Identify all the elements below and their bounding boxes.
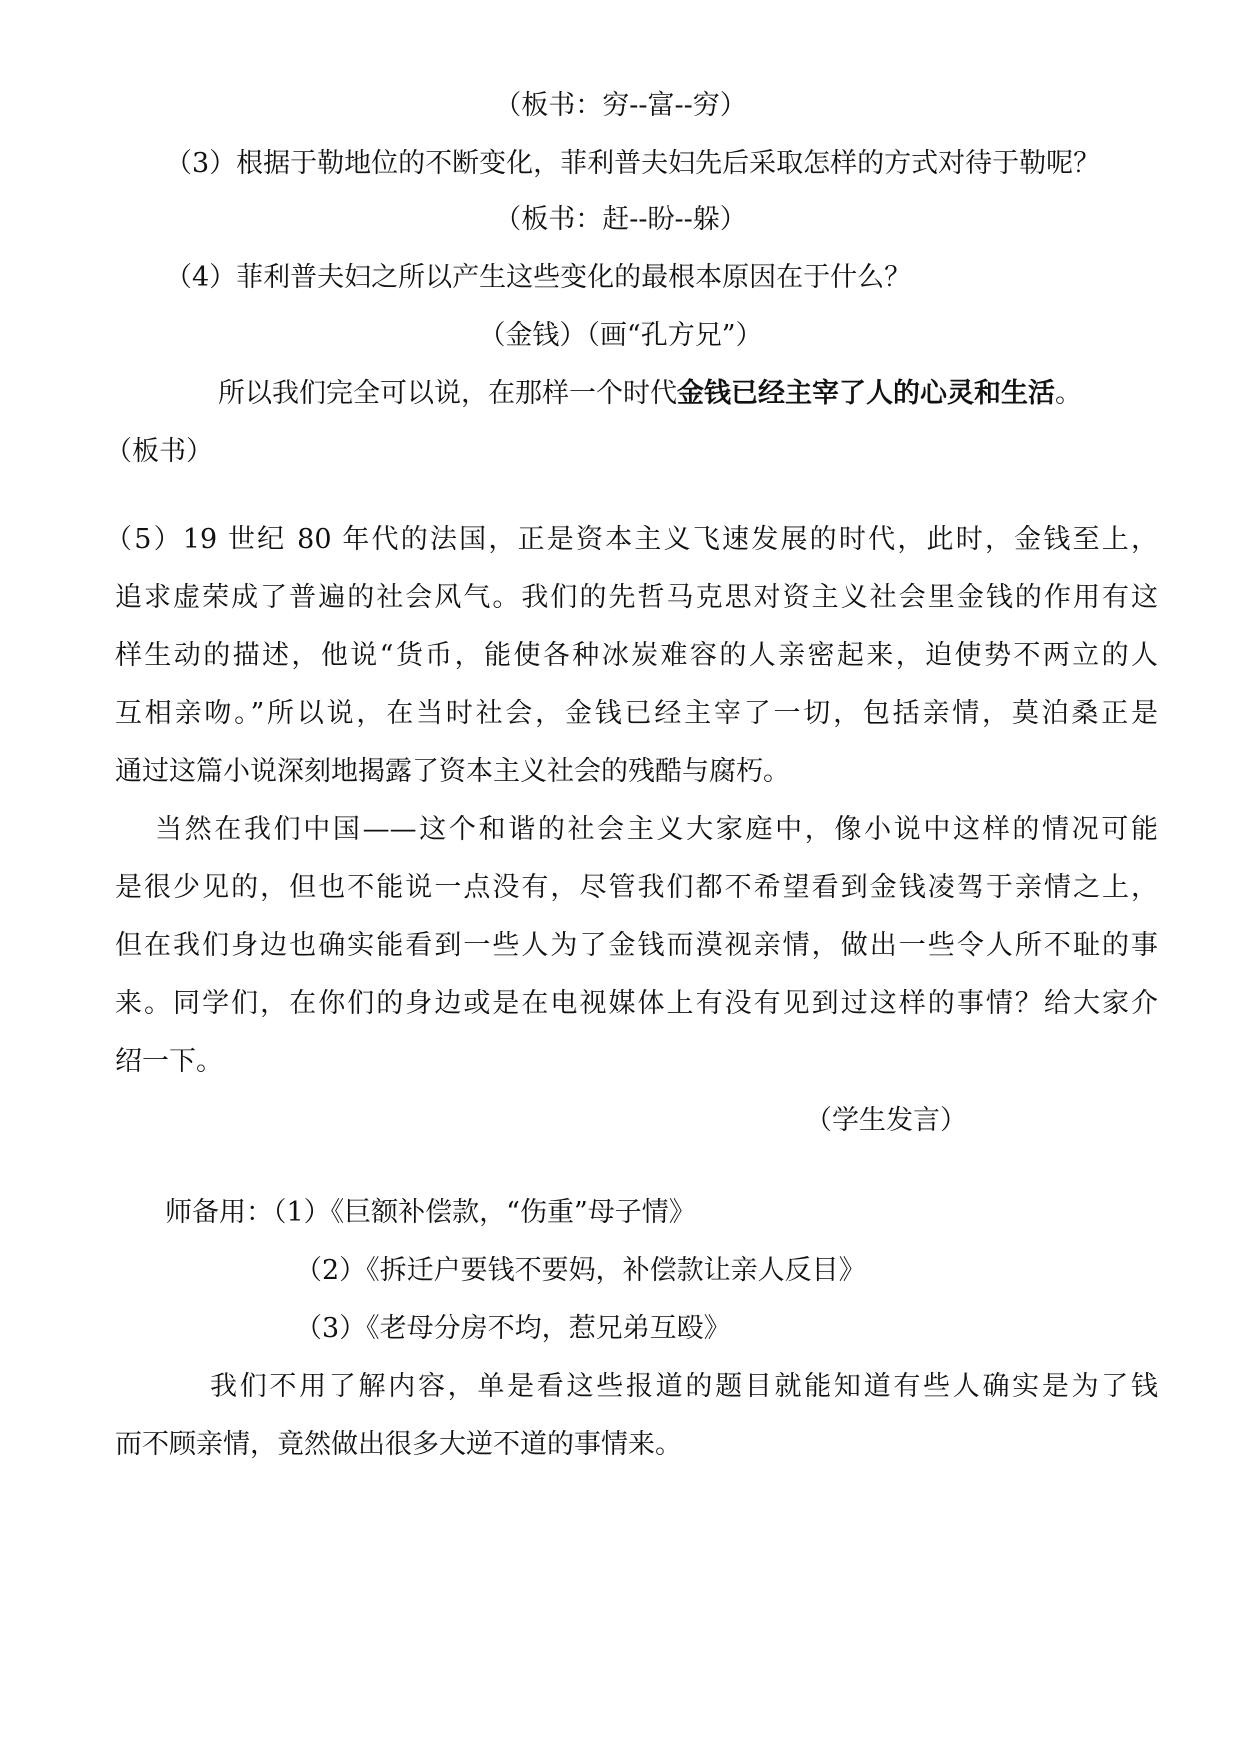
paragraph-5-line-5: 通过这篇小说深刻地揭露了资本主义社会的残酷与腐朽。 — [115, 756, 790, 787]
paragraph-6-line-2: 是很少见的，但也不能说一点没有，尽管我们都不希望看到金钱凌驾于亲情之上， — [115, 872, 1158, 903]
paragraph-5-line-1: （5）19 世纪 80 年代的法国，正是资本主义飞速发展的时代，此时，金钱至上， — [105, 524, 1158, 555]
board-note: （板书） — [105, 436, 213, 467]
conclusion-line — [218, 376, 1082, 412]
student-speech-note: （学生发言） — [805, 1105, 967, 1136]
paragraph-6-line-4: 来。同学们，在你们的身边或是在电视媒体上有没有见到过这样的事情？给大家介 — [115, 988, 1158, 1019]
closing-line-2: 而不顾亲情，竟然做出很多大逆不道的事情来。 — [115, 1429, 682, 1460]
backup-item-2: （2）《拆迁户要钱不要妈，补偿款让亲人反目》 — [295, 1255, 866, 1286]
backup-item-3: （3）《老母分房不均，惹兄弟互殴》 — [295, 1313, 731, 1344]
board-note-poverty: （板书：穷--富--穷） — [494, 90, 747, 121]
paragraph-6-line-1: 当然在我们中国——这个和谐的社会主义大家庭中，像小说中这样的情况可能 — [155, 814, 1158, 845]
answer-money: （金钱）（画“孔方兄”） — [478, 320, 763, 351]
closing-line-1: 我们不用了解内容，单是看这些报道的题目就能知道有些人确实是为了钱 — [210, 1371, 1158, 1402]
paragraph-5-line-2: 追求虚荣成了普遍的社会风气。我们的先哲马克思对资主义社会里金钱的作用有这 — [115, 582, 1158, 613]
paragraph-5-line-3: 样生动的描述，他说“货币，能使各种冰炭难容的人亲密起来，迫使势不两立的人 — [115, 640, 1158, 671]
board-note-attitude: （板书：赶--盼--躲） — [494, 204, 747, 235]
question-4: （4）菲利普夫妇之所以产生这些变化的最根本原因在于什么？ — [165, 262, 912, 293]
conclusion-text: 所以我们完全可以说，在那样一个时代 — [218, 378, 677, 409]
conclusion-period: 。 — [1055, 378, 1082, 409]
paragraph-6-line-5: 绍一下。 — [115, 1046, 223, 1077]
question-3: （3）根据于勒地位的不断变化，菲利普夫妇先后采取怎样的方式对待于勒呢？ — [165, 148, 1101, 179]
backup-item-1: 师备用：（1）《巨额补偿款，“伤重”母子情》 — [165, 1197, 696, 1228]
conclusion-emphasis: 金钱已经主宰了人的心灵和生活 — [677, 378, 1055, 409]
paragraph-6-line-3: 但在我们身边也确实能看到一些人为了金钱而漠视亲情，做出一些令人所不耻的事 — [115, 930, 1158, 961]
paragraph-5-line-4: 互相亲吻。”所以说，在当时社会，金钱已经主宰了一切，包括亲情，莫泊桑正是 — [115, 698, 1158, 729]
